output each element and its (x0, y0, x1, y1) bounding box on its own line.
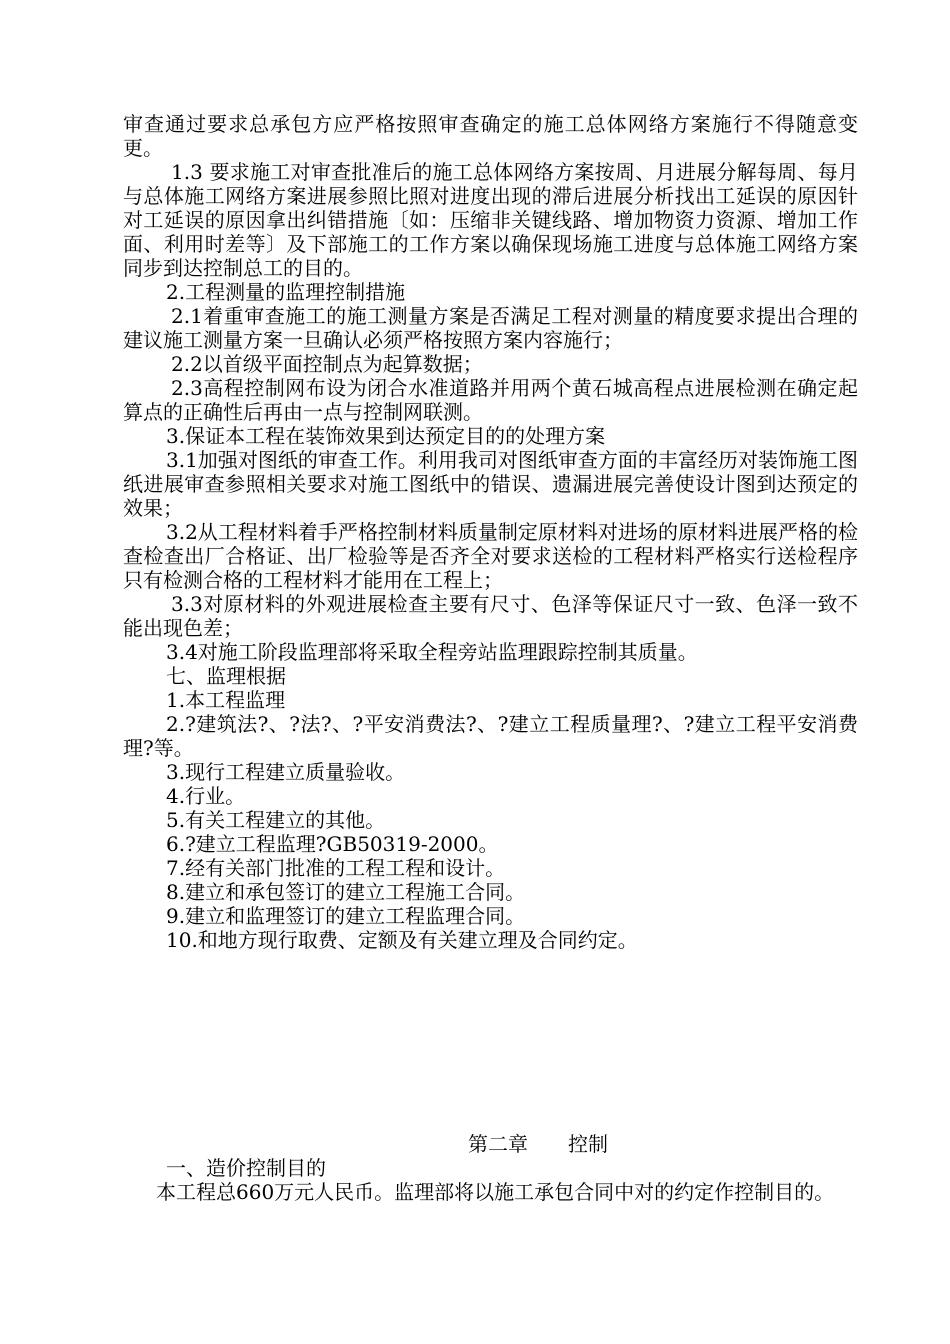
chapter-number: 第二章 (468, 1132, 528, 1156)
list-item: 2.?建筑法?、?法?、?平安消费法?、?建立工程质量理?、?建立工程平安消费理?等。 (123, 712, 858, 760)
document-body (123, 112, 858, 952)
paragraph: 2.2以首级平面控制点为起算数据； (171, 352, 483, 376)
list-item: 7.经有关部门批准的工程工程和设计。 (166, 856, 506, 880)
list-item: 3.现行工程建立质量验收。 (166, 760, 406, 784)
paragraph-heading: 2.工程测量的监理控制措施 (166, 280, 406, 304)
paragraph: 1.3 要求施工对审查批准后的施工总体网络方案按周、月进展分解每周、每月与总体施工网络方案进展参照比照对进度出现的滞后进展分析找出工延误的原因针对工延误的原因拿出纠错措施〔如：压缩非关键线路、增加物资力资源、增加工作面、利用时差等〕及下部施工的工作方案以确保现场施工进度与总体施工网络方案同步到达控制总工的目的。 (123, 160, 858, 280)
list-item: 1.本工程监理 (166, 688, 286, 712)
paragraph: 3.2从工程材料着手严格控制材料质量制定原材料对进场的原材料进展严格的检查检查出厂合格证、出厂检验等是否齐全对要求送检的工程材料严格实行送检程序只有检测合格的工程材料才能用在工程上； (123, 520, 858, 592)
list-item: 9.建立和监理签订的建立工程监理合同。 (166, 904, 526, 928)
paragraph: 2.3高程控制网布设为闭合水准道路并用两个黄石城高程点进展检测在确定起算点的正确性后再由一点与控制网联测。 (123, 376, 858, 424)
list-item: 8.建立和承包签订的建立工程施工合同。 (166, 880, 526, 904)
paragraph: 3.1加强对图纸的审查工作。利用我司对图纸审查方面的丰富经历对装饰施工图纸进展审查参照相关要求对施工图纸中的错误、遗漏进展完善使设计图到达预定的效果； (123, 448, 858, 520)
list-item: 5.有关工程建立的其他。 (166, 808, 386, 832)
paragraph: 3.4对施工阶段监理部将采取全程旁站监理跟踪控制其质量。 (166, 640, 698, 664)
list-item: 4.行业。 (166, 784, 246, 808)
section-heading: 七、监理根据 (166, 664, 286, 688)
list-item: 6.?建立工程监理?GB50319-2000。 (166, 832, 499, 856)
chapter-name: 控制 (568, 1132, 608, 1156)
chapter-section (123, 1132, 858, 1204)
paragraph: 本工程总660万元人民币。监理部将以施工承包合同中对的约定作控制目的。 (156, 1180, 835, 1204)
paragraph-heading: 3.保证本工程在装饰效果到达预定目的的处理方案 (166, 424, 606, 448)
paragraph: 2.1着重审查施工的施工测量方案是否满足工程对测量的精度要求提出合理的建议施工测量方案一旦确认必须严格按照方案内容施行； (123, 304, 858, 352)
paragraph: 审查通过要求总承包方应严格按照审查确定的施工总体网络方案施行不得随意变更。 (123, 112, 858, 160)
paragraph: 3.3对原材料的外观进展检查主要有尺寸、色泽等保证尺寸一致、色泽一致不能出现色差； (123, 592, 858, 640)
section-heading: 一、造价控制目的 (166, 1156, 326, 1180)
chapter-title (123, 1132, 858, 1156)
list-item: 10.和地方现行取费、定额及有关建立理及合同约定。 (166, 928, 638, 952)
